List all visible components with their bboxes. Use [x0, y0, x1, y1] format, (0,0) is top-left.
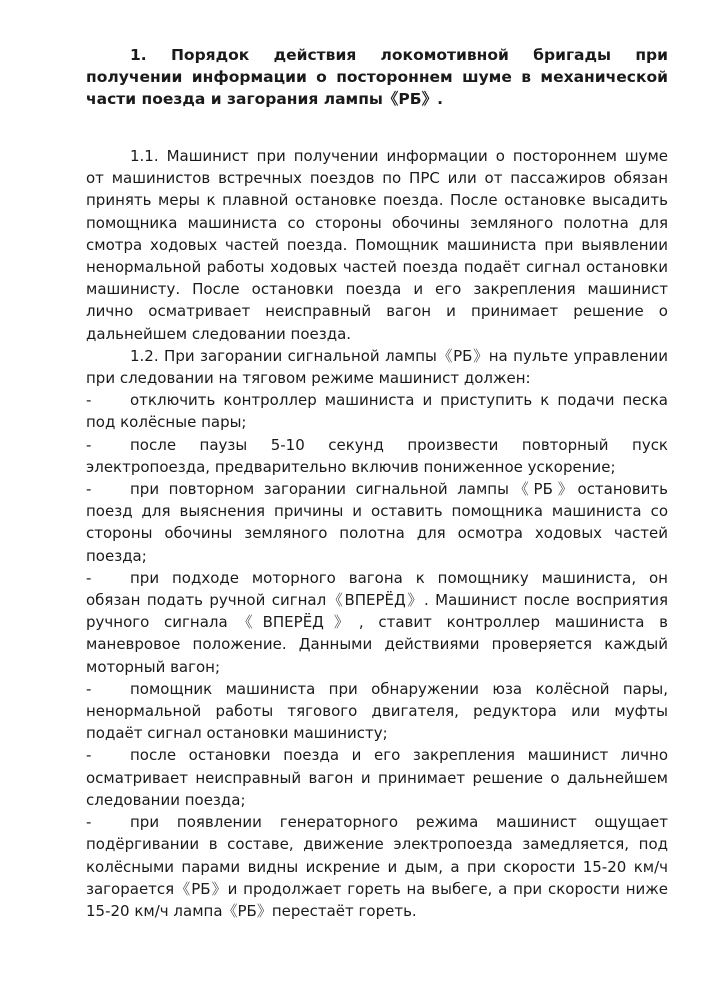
list-item	[86, 478, 668, 567]
list-item	[86, 434, 668, 478]
list-bullet: -	[86, 391, 92, 410]
list-bullet: -	[86, 480, 92, 499]
list-item	[86, 389, 668, 433]
list-item	[86, 744, 668, 811]
list-item	[86, 567, 668, 678]
list-item-text: помощник машиниста при обнаружении юза колёсной пары, ненормальной работы тягового двигателя, редуктора или муфты подаёт сигнал остановки машинисту;	[86, 679, 668, 743]
list-bullet: -	[86, 813, 92, 832]
list-bullet: -	[86, 568, 92, 587]
list-item-text: после остановки поезда и его закрепления машинист лично осматривает неисправный вагон и принимает решение о дальнейшем следовании поезда;	[86, 746, 668, 809]
document-page	[86, 44, 668, 922]
list-item	[86, 678, 668, 745]
paragraph-1-2: 1.2. При загорании сигнальной лампы《РБ》на пульте управлении при следовании на тяговом режиме машинист должен:	[86, 346, 668, 388]
list-item-text: при появлении генераторного режима машинист ощущает подёргивании в составе, движение электропоезда замедляется, под колёсными парами видны искрение и дым, а при скорости 15-20 км/ч загорается《РБ》и продолжает гореть на выбеге, а при скорости ниже 15-20 км/ч лампа《РБ》перестаёт гореть.	[86, 813, 668, 920]
section-heading: 1. Порядок действия локомотивной бригады при получении информации о постороннем шуме в механической части поезда и загорания лампы《РБ》.	[86, 46, 668, 108]
paragraph-1-1: 1.1. Машинист при получении информации о постороннем шуме от машинистов встречных поездов по ПРС или от пассажиров обязан принять меры к плавной остановке поезда. После остановке высадить помощника машиниста со стороны обочины земляного полотна для смотра ходовых частей поезда. Помощник машиниста при выявлении ненормальной работы ходовых частей поезда подаёт сигнал остановки машинисту. После остановки поезда и его закрепления машинист лично осматривает неисправный вагон и принимает решение о дальнейшем следовании поезда.	[86, 147, 668, 343]
list-item-text: после паузы 5-10 секунд произвести повторный пуск электропоезда, предварительно включив пониженное ускорение;	[86, 435, 668, 476]
list-bullet: -	[86, 679, 92, 698]
list-item-text: при повторном загорании сигнальной лампы《РБ》остановить поезд для выяснения причины и оставить помощника машиниста со стороны обочины земляного полотна для осмотра ходовых частей поезда;	[86, 480, 668, 565]
list-bullet: -	[86, 435, 92, 454]
list-item-text: при подходе моторного вагона к помощнику машиниста, он обязан подать ручной сигнал《ВПЕРЁД》. Машинист после восприятия ручного сигнала《ВПЕРЁД》, ставит контроллер машиниста в маневровое положение. Данными действиями проверяется каждый моторный вагон;	[86, 568, 668, 676]
list-item	[86, 811, 668, 922]
list-item-text: отключить контроллер машиниста и приступить к подачи песка под колёсные пары;	[86, 391, 668, 432]
list-bullet: -	[86, 746, 92, 765]
